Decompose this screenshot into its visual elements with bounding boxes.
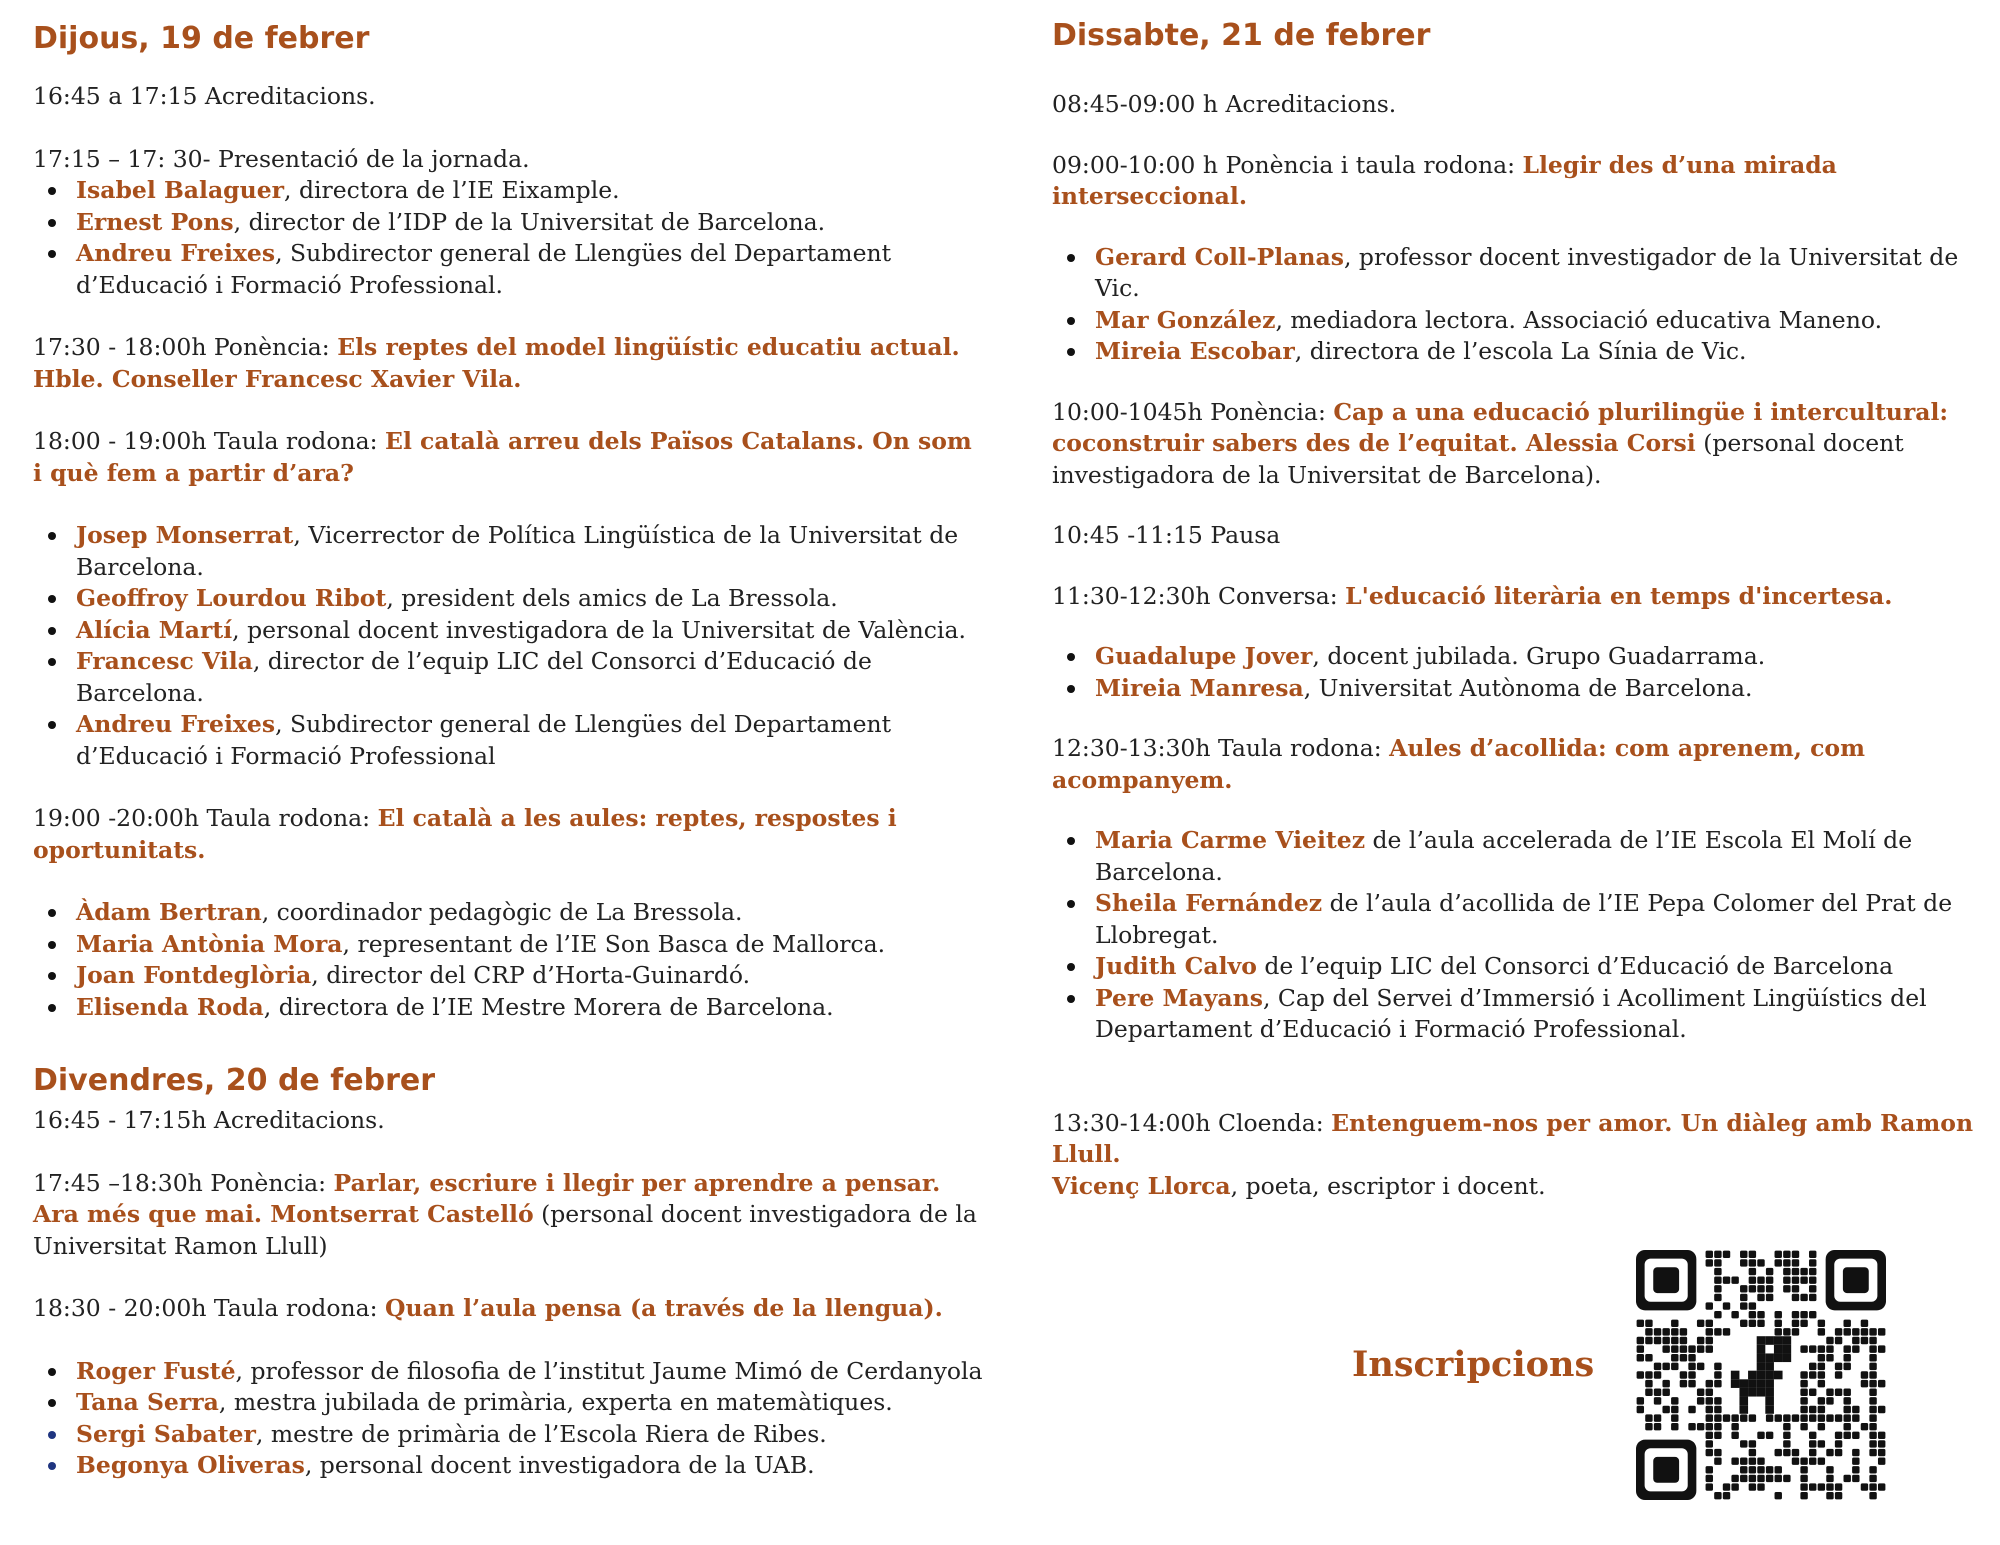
thursday-presentation-time: 17:15 – 17: 30- Presentació de la jornada. [33, 144, 530, 173]
person-name: Geoffroy Lourdou Ribot [76, 584, 387, 612]
session-title: El català a les aules: reptes, respostes i oportunitats. [33, 804, 897, 864]
person-desc: de l’aula accelerada de l’IE Escola El Molí de Barcelona. [1095, 826, 1913, 886]
session-time: 13:30-14:00h Cloenda: [1052, 1108, 1332, 1137]
person-desc: , personal docent investigadora de la Universitat de València. [232, 615, 966, 644]
session-time: 12:30-13:30h Taula rodona: [1052, 734, 1390, 762]
list-item [33, 520, 983, 583]
session-time: 09:00-10:00 h Ponència i taula rodona: [1052, 150, 1523, 179]
person-name: Pere Mayans [1095, 983, 1263, 1012]
registration-label: Inscripcions [1352, 1344, 1595, 1385]
list-item [33, 1356, 983, 1388]
person-name: Maria Carme Vieitez [1095, 826, 1366, 854]
saturday-lecture-round-people [1052, 242, 1982, 368]
list-item [1052, 336, 1982, 368]
saturday-closing [1052, 1108, 1982, 1203]
session-time: 19:00 -20:00h Taula rodona: [33, 804, 378, 832]
friday-lecture [33, 1168, 983, 1263]
qr-code-icon[interactable] [1636, 1250, 1886, 1500]
session-title: Aules d’acollida: com aprenem, com acompanyem. [1052, 734, 1865, 794]
session-title: Parlar, escriure i llegir per aprendre a pensar. Ara més que mai. Montserrat Castelló [33, 1168, 941, 1228]
person-desc: , Subdirector general de Llengües del Departament d’Educació i Formació Professional. [76, 239, 892, 299]
thursday-lecture [33, 332, 983, 395]
list-item [33, 1387, 983, 1419]
session-title: Entenguem-nos per amor. Un diàleg amb Ramon Llull. [1052, 1108, 1974, 1168]
person-desc: , directora de l’IE Eixample. [284, 176, 620, 204]
list-item [1052, 242, 1982, 305]
person-desc: , directora de l’escola La Sínia de Vic. [1294, 337, 1747, 365]
left-column [33, 0, 983, 1482]
saturday-lecture-round [1052, 150, 1982, 213]
person-name: Joan Fontdeglòria [76, 961, 312, 989]
person-name: Tana Serra [76, 1388, 219, 1416]
person-name: Gerard Coll-Planas [1095, 242, 1344, 271]
person-desc: , director de l’equip LIC del Consorci d’Educació de Barcelona. [76, 647, 872, 707]
session-note: (personal docent investigadora de la Universitat de Barcelona). [1052, 429, 1904, 489]
person-desc: , mestre de primària de l’Escola Riera de Ribes. [255, 1419, 827, 1448]
session-title: Els reptes del model lingüístic educatiu actual. Hble. Conseller Francesc Xavier Vila. [33, 333, 960, 393]
saturday-round-people [1052, 825, 1982, 1046]
person-desc: , Universitat Autònoma de Barcelona. [1303, 673, 1753, 702]
list-item [33, 897, 983, 929]
list-item [33, 960, 983, 992]
person-name: Mireia Escobar [1095, 337, 1295, 365]
friday-heading: Divendres, 20 de febrer [33, 1063, 436, 1098]
person-name: Josep Monserrat [76, 521, 294, 549]
thursday-accreditation: 16:45 a 17:15 Acreditacions. [33, 82, 376, 110]
closing-speaker: Vicenç Llorca [1052, 1171, 1231, 1200]
list-item [33, 175, 983, 207]
qr-code-graphic [1636, 1250, 1886, 1500]
list-item [33, 709, 983, 772]
person-desc: , Vicerrector de Política Lingüística de la Universitat de Barcelona. [76, 521, 959, 581]
session-title: El català arreu dels Països Catalans. On som i què fem a partir d’ara? [33, 427, 972, 487]
thursday-round2-people [33, 897, 983, 1023]
list-item [33, 992, 983, 1024]
saturday-heading: Dissabte, 21 de febrer [1052, 18, 1431, 53]
list-item [1052, 888, 1982, 951]
person-desc: , mestra jubilada de primària, experta en matemàtiques. [218, 1388, 893, 1416]
person-name: Maria Antònia Mora [76, 929, 343, 958]
session-time: 10:00-1045h Ponència: [1052, 397, 1334, 426]
closing-speaker-desc: , poeta, escriptor i docent. [1230, 1171, 1546, 1200]
list-item [33, 238, 983, 301]
list-item [33, 1450, 983, 1482]
person-desc: de l’aula d’acollida de l’IE Pepa Colomer del Prat de Llobregat. [1095, 889, 1953, 949]
session-title: Llegir des d’una mirada interseccional. [1052, 150, 1837, 210]
person-name: Isabel Balaguer [76, 176, 285, 204]
thursday-heading: Dijous, 19 de febrer [33, 21, 370, 56]
session-time: 18:30 - 20:00h Taula rodona: [33, 1294, 386, 1322]
list-item [33, 1419, 983, 1451]
person-desc: , director de l’IDP de la Universitat de Barcelona. [233, 207, 826, 236]
friday-accreditation: 16:45 - 17:15h Acreditacions. [33, 1106, 385, 1134]
person-desc: , representant de l’IE Son Basca de Mallorca. [342, 929, 886, 958]
person-name: Ernest Pons [76, 207, 234, 236]
person-name: Mar González [1095, 305, 1276, 334]
list-item [1052, 983, 1982, 1046]
saturday-conversation [1052, 581, 1982, 613]
list-item [1052, 951, 1982, 983]
list-item [33, 646, 983, 709]
friday-round-people [33, 1356, 983, 1482]
thursday-presentation-people [33, 175, 983, 301]
thursday-round2 [33, 803, 983, 866]
person-desc: , mediadora lectora. Associació educativa Maneno. [1275, 305, 1883, 334]
person-name: Elisenda Roda [76, 992, 264, 1021]
session-title: L'educació literària en temps d'incertesa. [1345, 581, 1893, 610]
person-desc: , president dels amics de La Bressola. [386, 584, 838, 612]
session-note: (personal docent investigadora de la Universitat Ramon Llull) [33, 1200, 977, 1260]
saturday-lecture [1052, 397, 1982, 492]
session-time: 17:45 –18:30h Ponència: [33, 1168, 334, 1197]
person-name: Judith Calvo [1095, 952, 1257, 980]
list-item [1052, 305, 1982, 337]
list-item [33, 615, 983, 647]
person-desc: , docent jubilada. Grupo Guadarrama. [1312, 642, 1766, 670]
person-name: Mireia Manresa [1095, 673, 1304, 702]
list-item [1052, 641, 1982, 673]
thursday-round1-people [33, 520, 983, 772]
list-item [1052, 825, 1982, 888]
right-column [1052, 0, 1982, 1202]
friday-round [33, 1293, 983, 1325]
session-title: Quan l’aula pensa (a través de la llengua). [385, 1294, 943, 1322]
person-name: Begonya Oliveras [76, 1451, 305, 1479]
list-item [1052, 673, 1982, 705]
saturday-accreditation: 08:45-09:00 h Acreditacions. [1052, 90, 1397, 118]
person-name: Francesc Vila [76, 647, 253, 675]
person-desc: , professor de filosofia de l’institut Jaume Mimó de Cerdanyola [235, 1356, 983, 1385]
person-desc: , professor docent investigador de la Universitat de Vic. [1095, 242, 1959, 302]
person-name: Sergi Sabater [76, 1419, 256, 1448]
saturday-conversation-people [1052, 641, 1982, 704]
person-desc: , personal docent investigadora de la UAB. [304, 1451, 815, 1479]
person-name: Àdam Bertran [76, 898, 262, 926]
list-item [33, 207, 983, 239]
session-title: Cap a una educació plurilingüe i intercultural: coconstruir sabers des de l’equitat. Alessia Corsi [1052, 397, 1949, 457]
person-name: Roger Fusté [76, 1356, 236, 1385]
person-name: Sheila Fernández [1095, 889, 1323, 917]
list-item [33, 583, 983, 615]
person-name: Andreu Freixes [76, 710, 276, 738]
session-time: 17:30 - 18:00h Ponència: [33, 333, 338, 361]
person-desc: , director del CRP d’Horta-Guinardó. [311, 961, 751, 989]
saturday-round [1052, 733, 1982, 796]
person-name: Andreu Freixes [76, 239, 276, 267]
list-item [33, 929, 983, 961]
thursday-round1 [33, 426, 983, 489]
session-time: 11:30-12:30h Conversa: [1052, 581, 1346, 610]
person-name: Guadalupe Jover [1095, 642, 1313, 670]
person-desc: , directora de l’IE Mestre Morera de Barcelona. [263, 992, 834, 1021]
person-desc: , Cap del Servei d’Immersió i Acolliment Lingüístics del Departament d’Educació i Formació Professional. [1095, 983, 1927, 1043]
person-desc: , Subdirector general de Llengües del Departament d’Educació i Formació Professional [76, 710, 892, 770]
person-desc: , coordinador pedagògic de La Bressola. [261, 898, 743, 926]
person-name: Alícia Martí [76, 615, 233, 644]
session-time: 18:00 - 19:00h Taula rodona: [33, 427, 386, 455]
person-desc: de l’equip LIC del Consorci d’Educació de Barcelona [1256, 952, 1894, 980]
saturday-pause: 10:45 -11:15 Pausa [1052, 521, 1281, 549]
